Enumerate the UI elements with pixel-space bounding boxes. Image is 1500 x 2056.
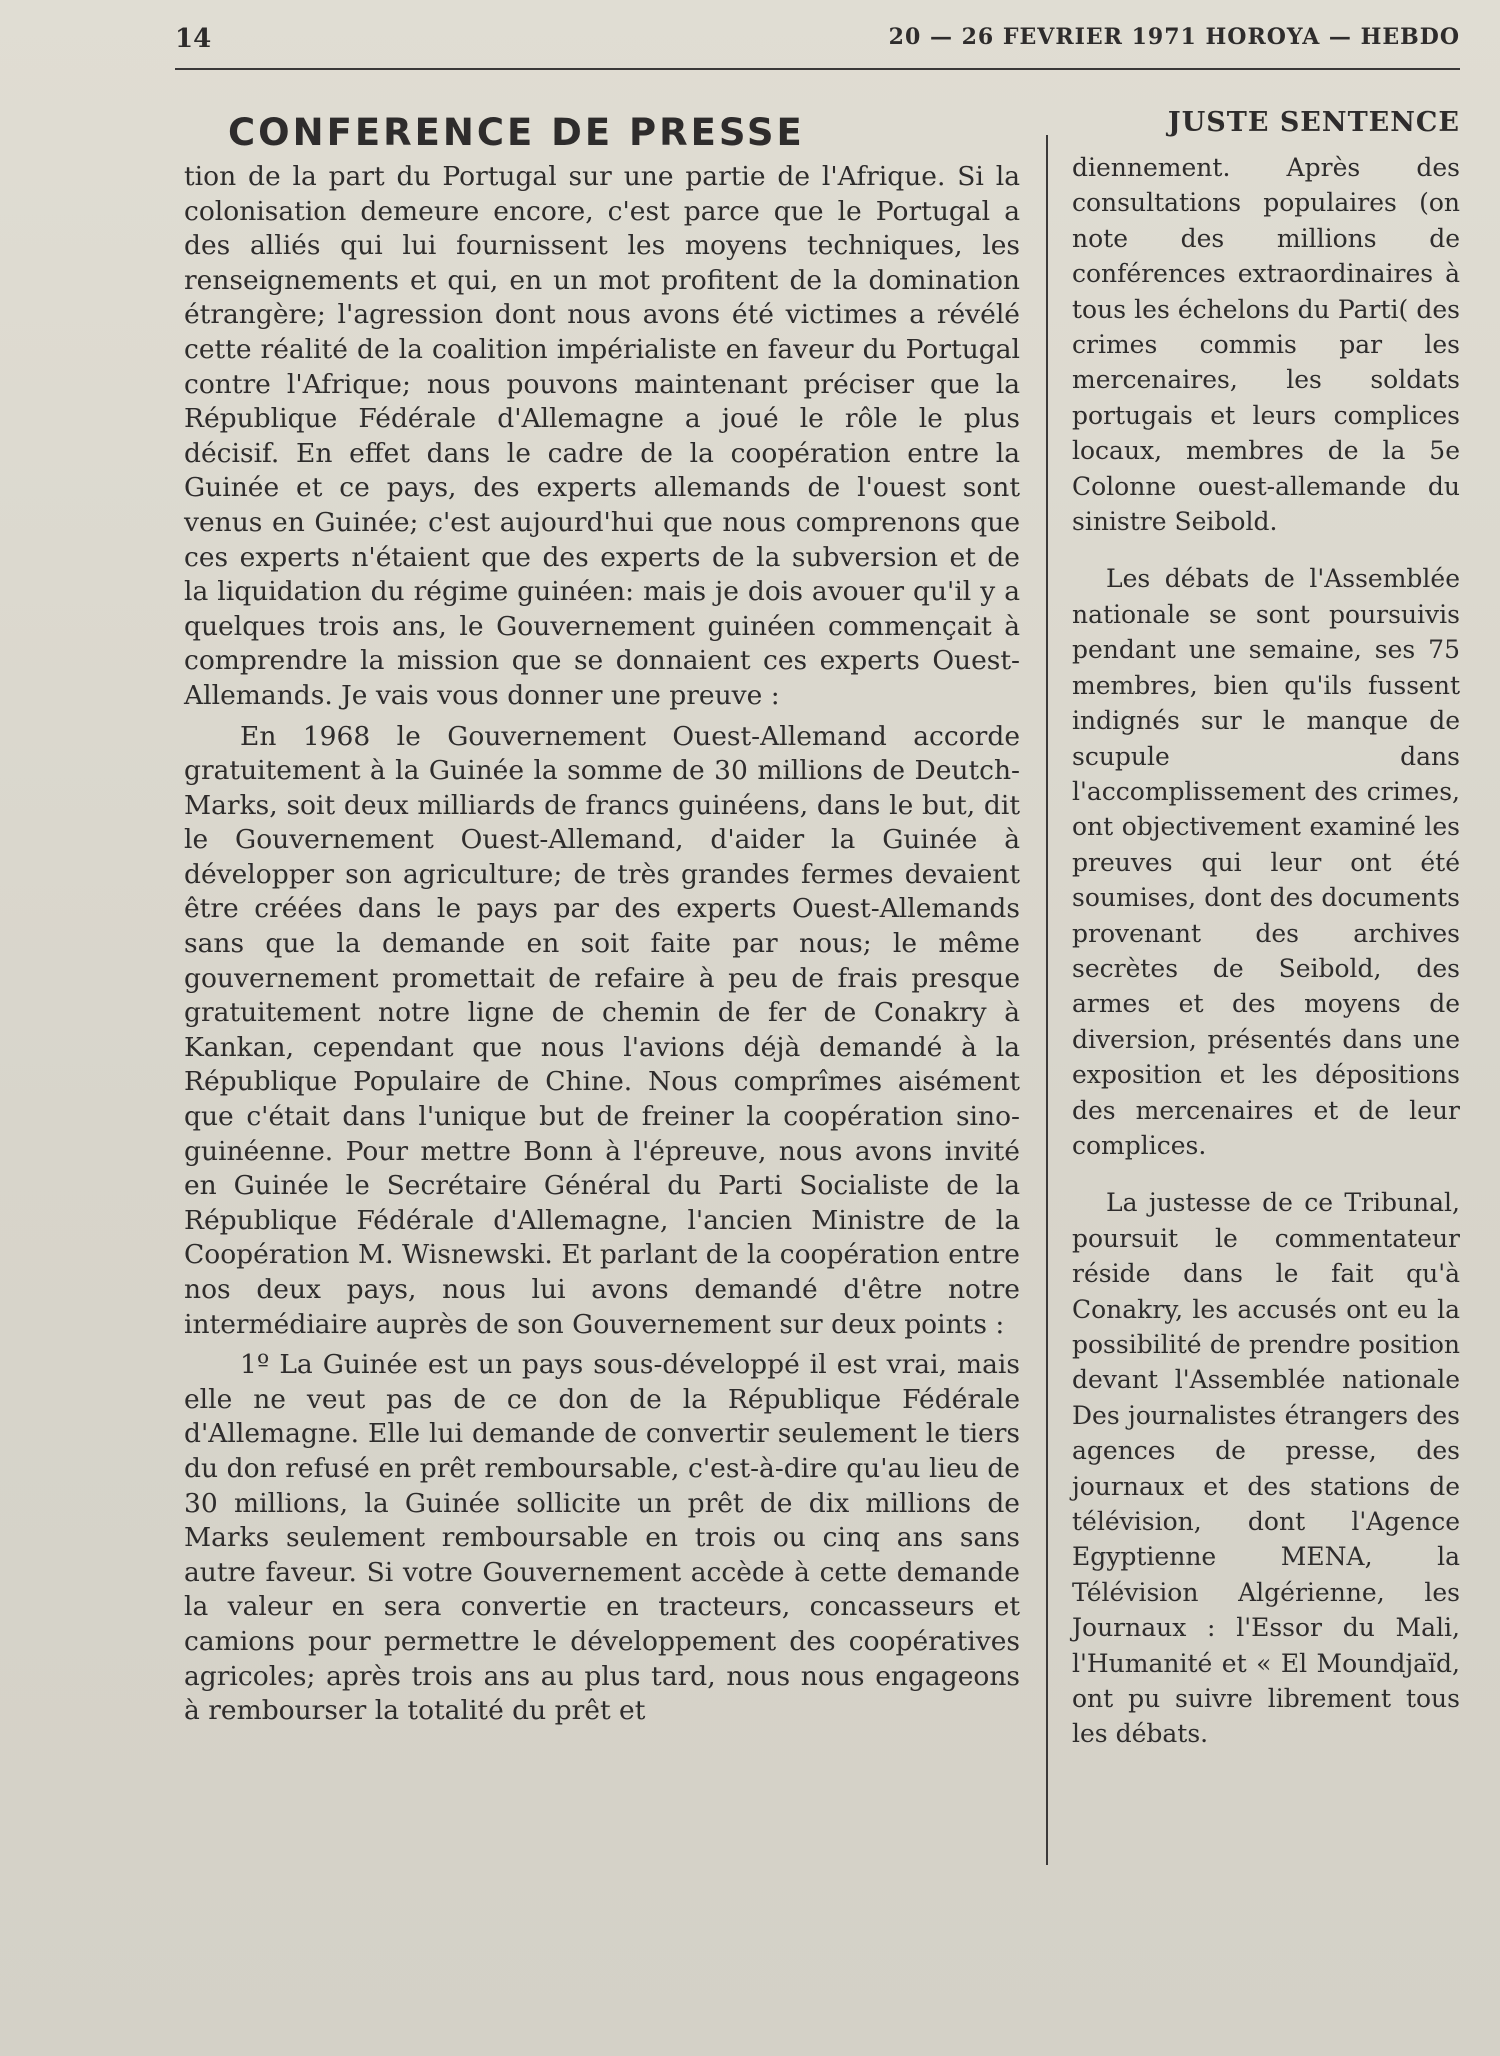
article-title-right: JUSTE SENTENCE	[1167, 107, 1460, 138]
article-paragraph: En 1968 le Gouvernement Ouest-Allemand accorde gratuitement à la Guinée la somme de 30 millions de Deutch-Marks, soit deux milliards de francs guinéens, dans le but, dit le Gouvernement Ouest-Allemand, d'aider la Guinée à développer son agriculture; de très grandes fermes devaient être créées dans le pays par des experts Ouest-Allemands sans que la demande en soit faite par nous; le même gouvernement promettait de refaire à peu de frais presque gratuitement notre ligne de chemin de fer de Conakry à Kankan, cependant que nous l'avions déjà demandé à la République Populaire de Chine. Nous comprîmes aisément que c'était dans l'unique but de freiner la coopération sino-guinéenne. Pour mettre Bonn à l'épreuve, nous avons invité en Guinée le Secrétaire Général du Parti Socialiste de la République Fédérale d'Allemagne, l'ancien Ministre de la Coopération M. Wisnewski. Et parlant de la coopération entre nos deux pays, nous lui avons demandé d'être notre intermédiaire auprès de son Gouvernement sur deux points :	[184, 720, 1020, 1340]
article-paragraph: 1º La Guinée est un pays sous-développé il est vrai, mais elle ne veut pas de ce don de la République Fédérale d'Allemagne. Elle lui demande de convertir seulement le tiers du don refusé en prêt remboursable, c'est-à-dire qu'au lieu de 30 millions, la Guinée sollicite un prêt de dix millions de Marks seulement remboursable en trois ou cinq ans sans autre faveur. Si votre Gouvernement accède à cette demande la valeur en sera convertie en tracteurs, concasseurs et camions pour permettre le développement des coopératives agricoles; après trois ans au plus tard, nous nous engageons à rembourser la totalité du prêt et	[184, 1349, 1020, 1727]
column-divider	[1046, 135, 1048, 1865]
article-juste-sentence	[1072, 100, 1460, 1890]
issue-date-publication: 20 — 26 FEVRIER 1971 HOROYA — HEBDO	[888, 24, 1460, 50]
page-number: 14	[175, 24, 212, 54]
page-header	[175, 22, 1460, 70]
article-paragraph: diennement. Après des consultations populaires (on note des millions de conférences extraordinaires à tous les échelons du Parti( des crimes commis par les mercenaires, les soldats portugais et leurs complices locaux, membres de la 5e Colonne ouest-allemande du sinistre Seibold.	[1072, 153, 1460, 537]
article-conference-de-presse	[184, 110, 1020, 1890]
article-title-left: CONFERENCE DE PRESSE	[228, 111, 805, 154]
article-paragraph: La justesse de ce Tribunal, poursuit le commentateur réside dans le fait qu'à Conakry, les accusés ont eu la possibilité de prendre position devant l'Assemblée nationale Des journalistes étrangers des agences de presse, des journaux et des stations de télévision, dont l'Agence Egyptienne MENA, la Télévision Algérienne, les Journaux : l'Essor du Mali, l'Humanité et « El Moundjaïd, ont pu suivre librement tous les débats.	[1072, 1188, 1460, 1749]
article-paragraph: Les débats de l'Assemblée nationale se sont poursuivis pendant une semaine, ses 75 membres, bien qu'ils fussent indignés sur le manque de scupule dans l'accomplissement des crimes, ont objectivement examiné les preuves qui leur ont été soumises, dont des documents provenant des archives secrètes de Seibold, des armes et des moyens de diversion, présentés dans une exposition et les dépositions des mercenaires et de leur complices.	[1072, 564, 1460, 1160]
article-paragraph: tion de la part du Portugal sur une partie de l'Afrique. Si la colonisation demeure encore, c'est parce que le Portugal a des alliés qui lui fournissent les moyens techniques, les renseignements et qui, en un mot profitent de la domination étrangère; l'agression dont nous avons été victimes a révélé cette réalité de la coalition impérialiste en faveur du Portugal contre l'Afrique; nous pouvons maintenant préciser que la République Fédérale d'Allemagne a joué le rôle le plus décisif. En effet dans le cadre de la coopération entre la Guinée et ce pays, des experts allemands de l'ouest sont venus en Guinée; c'est aujourd'hui que nous comprenons que ces experts n'étaient que des experts de la subversion et de la liquidation du régime guinéen: mais je dois avouer qu'il y a quelques trois ans, le Gouvernement guinéen commençait à comprendre la mission que se donnaient ces experts Ouest-Allemands. Je vais vous donner une preuve :	[184, 161, 1020, 711]
